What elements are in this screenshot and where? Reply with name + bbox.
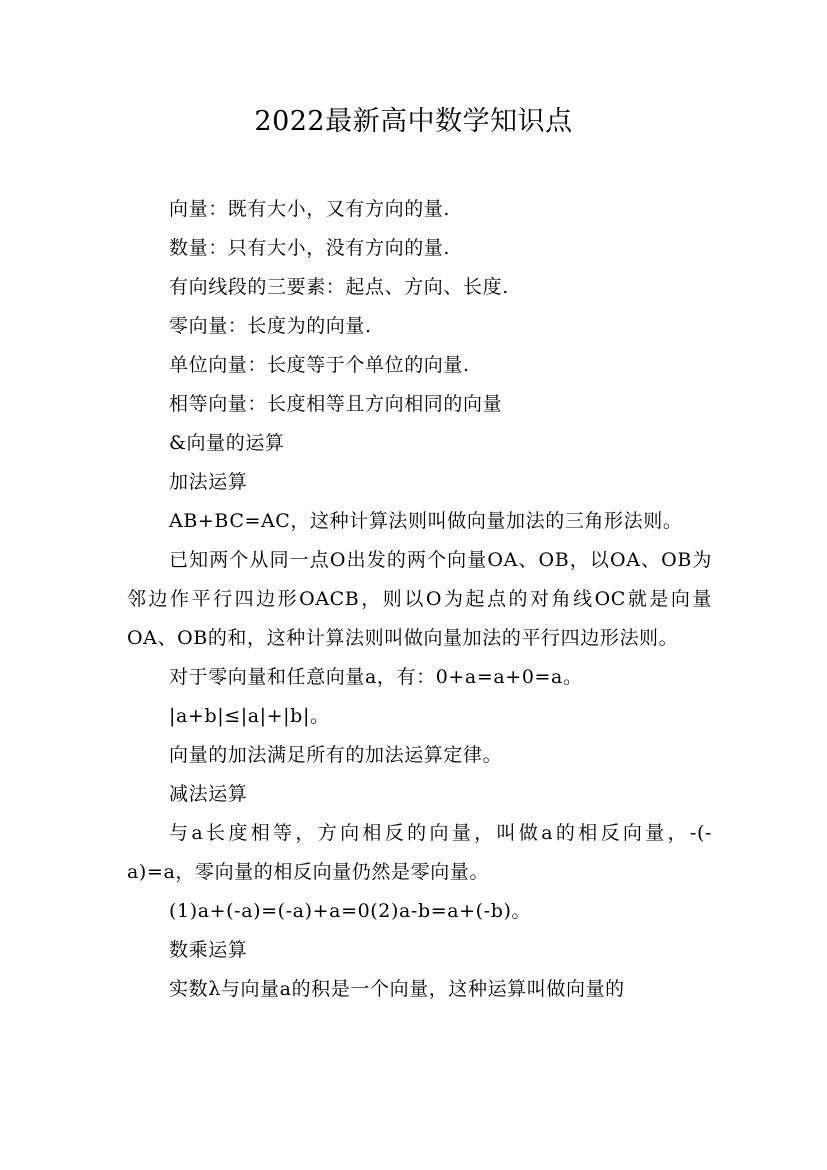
paragraph-vector-definition: 向量：既有大小，又有方向的量. <box>169 198 451 220</box>
paragraph-zero-vector-addition: 对于零向量和任意向量a，有：0+a=a+0=a。 <box>169 666 583 688</box>
paragraph-subtraction-heading: 减法运算 <box>169 783 248 805</box>
paragraph-zero-vector: 零向量：长度为的向量. <box>169 315 372 337</box>
paragraph-unit-vector: 单位向量：长度等于个单位的向量. <box>169 354 470 376</box>
paragraph-triangle-rule: AB+BC=AC，这种计算法则叫做向量加法的三角形法则。 <box>169 510 683 532</box>
paragraph-directed-segment: 有向线段的三要素：起点、方向、长度. <box>169 276 509 298</box>
paragraph-scalar-multiplication-heading: 数乘运算 <box>169 939 248 961</box>
document-body <box>127 190 712 1009</box>
paragraph-addition-heading: 加法运算 <box>169 471 248 493</box>
paragraph-opposite-vector: 与a长度相等，方向相反的向量，叫做a的相反向量，-(-a)=a，零向量的相反向量仍然是零向量。 <box>127 822 712 883</box>
paragraph-scalar-multiplication-definition: 实数λ与向量a的积是一个向量，这种运算叫做向量的 <box>169 978 625 1000</box>
paragraph-subtraction-formulas: (1)a+(-a)=(-a)+a=0(2)a-b=a+(-b)。 <box>169 900 532 922</box>
paragraph-triangle-inequality: |a+b|≤|a|+|b|。 <box>169 705 330 727</box>
paragraph-equal-vectors: 相等向量：长度相等且方向相同的向量 <box>169 393 503 415</box>
paragraph-scalar-definition: 数量：只有大小，没有方向的量. <box>169 237 451 259</box>
paragraph-parallelogram-rule: 已知两个从同一点O出发的两个向量OA、OB，以OA、OB为邻边作平行四边形OACB，则以O为起点的对角线OC就是向量OA、OB的和，这种计算法则叫做向量加法的平行四边形法则。 <box>127 549 712 649</box>
document-title: 2022最新高中数学知识点 <box>254 106 573 137</box>
paragraph-vector-operations-heading: &向量的运算 <box>169 432 285 454</box>
paragraph-addition-laws: 向量的加法满足所有的加法运算定律。 <box>169 744 503 766</box>
